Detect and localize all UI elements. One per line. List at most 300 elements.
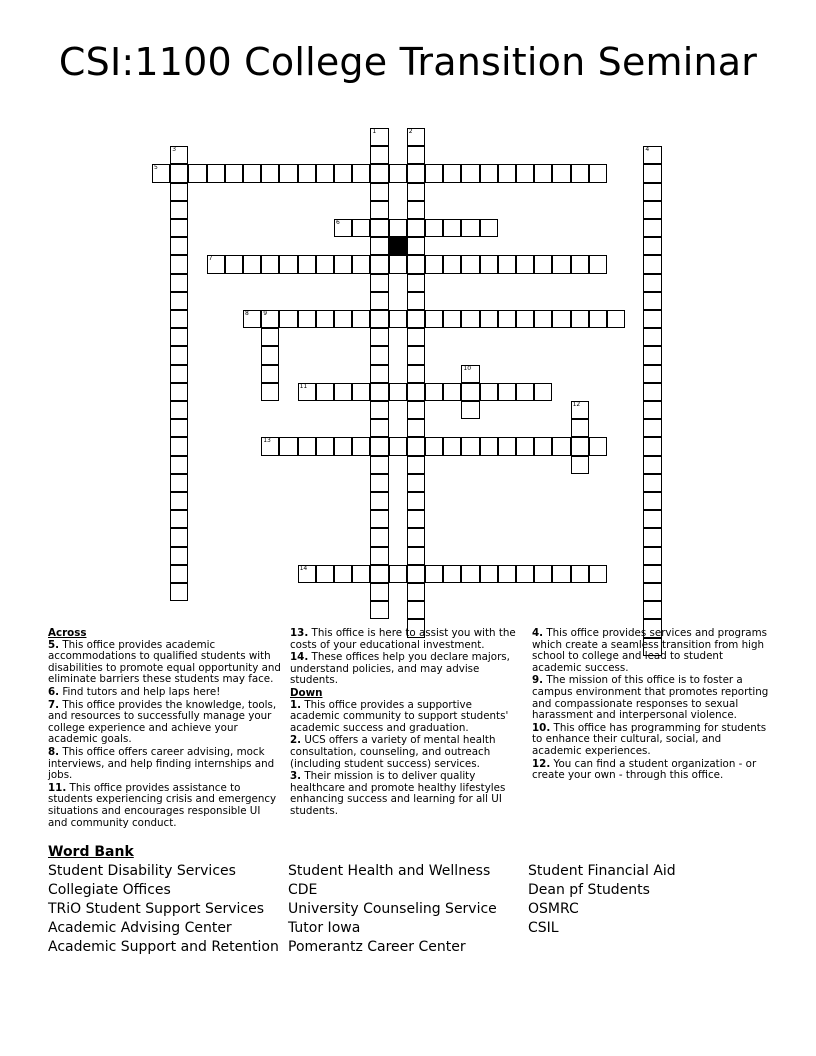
- crossword-cell[interactable]: [425, 383, 443, 401]
- crossword-cell[interactable]: [152, 164, 170, 182]
- crossword-cell[interactable]: [370, 419, 388, 437]
- crossword-cell[interactable]: [334, 437, 352, 455]
- crossword-cell[interactable]: [643, 528, 661, 546]
- crossword-cell[interactable]: [407, 146, 425, 164]
- clue: [48, 783, 282, 829]
- across-clue-list-continued: [290, 628, 520, 687]
- crossword-cell[interactable]: [407, 437, 425, 455]
- clue-number: 12: [572, 401, 581, 408]
- crossword-cell[interactable]: [298, 255, 316, 273]
- clue-number: 14.: [290, 651, 309, 664]
- crossword-cell[interactable]: [643, 328, 661, 346]
- crossword-cell[interactable]: [352, 437, 370, 455]
- clue-text: These offices help you declare majors, understand policies, and may advise students.: [290, 651, 510, 687]
- crossword-cell[interactable]: [370, 292, 388, 310]
- clue: [290, 628, 520, 651]
- clue-number: 8: [245, 310, 249, 317]
- crossword-cell[interactable]: [516, 310, 534, 328]
- clue: [532, 759, 770, 782]
- crossword-cell[interactable]: [170, 474, 188, 492]
- crossword-cell[interactable]: [370, 474, 388, 492]
- crossword-cell[interactable]: [243, 164, 261, 182]
- clue-number: 7: [208, 255, 213, 263]
- crossword-cell[interactable]: [589, 437, 607, 455]
- crossword-cell[interactable]: [170, 255, 188, 273]
- clue-text: This office provides the knowledge, tools, and resources to successfully manage your college experience and achieve your academic goals.: [48, 698, 277, 746]
- crossword-cell[interactable]: [370, 328, 388, 346]
- crossword-cell[interactable]: [261, 310, 279, 328]
- crossword-cell[interactable]: [516, 255, 534, 273]
- crossword-cell[interactable]: [443, 255, 461, 273]
- crossword-cell[interactable]: [643, 492, 661, 510]
- crossword-cell[interactable]: [407, 292, 425, 310]
- clue-text: This office provides assistance to students experiencing crisis and emergency situations and encourages responsible UI and community conduct.: [48, 781, 277, 829]
- crossword-cell[interactable]: [170, 456, 188, 474]
- crossword-cell[interactable]: [316, 383, 334, 401]
- crossword-cell[interactable]: [298, 565, 316, 583]
- crossword-cell[interactable]: [370, 547, 388, 565]
- word-bank-item: University Counseling Service: [288, 901, 497, 917]
- crossword-cell[interactable]: [407, 601, 425, 619]
- crossword-cell[interactable]: [516, 565, 534, 583]
- crossword-cell[interactable]: [225, 164, 243, 182]
- crossword-cell[interactable]: [443, 219, 461, 237]
- crossword-cell[interactable]: [207, 255, 225, 273]
- word-bank-item: Dean pf Students: [528, 882, 650, 898]
- crossword-cell[interactable]: [643, 601, 661, 619]
- crossword-cell[interactable]: [407, 164, 425, 182]
- down-clue-list-continued: [532, 628, 770, 782]
- clue-text: This office is here to assist you with the costs of your educational investment.: [290, 627, 516, 651]
- crossword-cell[interactable]: [261, 328, 279, 346]
- crossword-cell[interactable]: [407, 328, 425, 346]
- clue: [290, 735, 520, 770]
- crossword-cell[interactable]: [352, 383, 370, 401]
- crossword-cell[interactable]: [643, 183, 661, 201]
- clue-number: 5.: [48, 638, 60, 651]
- clue-number: 9.: [532, 674, 544, 687]
- crossword-cell[interactable]: [389, 565, 407, 583]
- crossword-cell[interactable]: [643, 310, 661, 328]
- across-header: Across: [48, 627, 87, 639]
- crossword-cell[interactable]: [407, 528, 425, 546]
- crossword-cell[interactable]: [571, 565, 589, 583]
- clue-number: 10: [463, 364, 472, 372]
- clue: [290, 771, 520, 817]
- crossword-cell[interactable]: [480, 565, 498, 583]
- down-clue-list: [290, 700, 520, 818]
- word-bank-item: Tutor Iowa: [288, 920, 361, 936]
- crossword-cell[interactable]: [352, 255, 370, 273]
- crossword-cell[interactable]: [279, 164, 297, 182]
- crossword-cell[interactable]: [352, 565, 370, 583]
- crossword-cell[interactable]: [389, 219, 407, 237]
- crossword-cell[interactable]: [498, 255, 516, 273]
- crossword-cell[interactable]: [589, 310, 607, 328]
- crossword-cell[interactable]: [461, 383, 479, 401]
- crossword-cell[interactable]: [370, 310, 388, 328]
- clues-column-2: [290, 628, 520, 819]
- crossword-cell[interactable]: [534, 310, 552, 328]
- crossword-cell[interactable]: [170, 419, 188, 437]
- crossword-cell[interactable]: [516, 164, 534, 182]
- crossword-cell[interactable]: [170, 492, 188, 510]
- crossword-cell[interactable]: [316, 437, 334, 455]
- crossword-cell[interactable]: [443, 310, 461, 328]
- crossword-cell[interactable]: [352, 164, 370, 182]
- crossword-cell[interactable]: [370, 201, 388, 219]
- word-bank-item: Academic Support and Retention: [48, 939, 279, 955]
- crossword-cell[interactable]: [643, 201, 661, 219]
- clue-number: 1.: [290, 698, 302, 711]
- clues-column-3: [532, 628, 770, 783]
- crossword-cell[interactable]: [643, 255, 661, 273]
- crossword-cell[interactable]: [352, 219, 370, 237]
- word-bank-item: Collegiate Offices: [48, 882, 171, 898]
- crossword-cell[interactable]: [643, 383, 661, 401]
- crossword-cell[interactable]: [571, 419, 589, 437]
- crossword-cell[interactable]: [407, 183, 425, 201]
- crossword-cell[interactable]: [425, 219, 443, 237]
- crossword-cell[interactable]: [443, 164, 461, 182]
- crossword-cell[interactable]: [225, 255, 243, 273]
- crossword-cell[interactable]: [370, 146, 388, 164]
- page-title: CSI:1100 College Transition Seminar: [58, 40, 758, 84]
- clue-text: This office provides services and programs which create a seamless transition from high school to college and lead to student academic success.: [532, 627, 767, 674]
- crossword-cell[interactable]: [334, 219, 352, 237]
- clue-number: 5: [154, 164, 158, 172]
- crossword-cell[interactable]: [370, 401, 388, 419]
- clue-text: This office has programming for students to enhance their cultural, social, and academic experiences.: [532, 721, 767, 757]
- crossword-cell[interactable]: [370, 255, 388, 273]
- crossword-cell[interactable]: [407, 510, 425, 528]
- crossword-cell[interactable]: [170, 383, 188, 401]
- crossword-cell[interactable]: [552, 255, 570, 273]
- clue: [290, 700, 520, 735]
- crossword-cell[interactable]: [170, 547, 188, 565]
- crossword-cell[interactable]: [170, 565, 188, 583]
- clue: [532, 675, 770, 721]
- word-bank-item: Student Financial Aid: [528, 863, 676, 879]
- crossword-cell[interactable]: [389, 383, 407, 401]
- clue-number: 11.: [48, 781, 67, 794]
- clue: [48, 687, 282, 699]
- crossword-cell[interactable]: [389, 255, 407, 273]
- clue-number: 10.: [532, 721, 551, 734]
- crossword-cell[interactable]: [298, 310, 316, 328]
- crossword-cell[interactable]: [407, 474, 425, 492]
- crossword-cell[interactable]: [170, 401, 188, 419]
- crossword-cell[interactable]: [370, 456, 388, 474]
- crossword-cell[interactable]: [461, 401, 479, 419]
- word-bank-title: Word Bank: [48, 844, 134, 860]
- crossword-cell[interactable]: [534, 383, 552, 401]
- crossword-cell[interactable]: [207, 164, 225, 182]
- word-bank-item: TRiO Student Support Services: [48, 901, 265, 917]
- crossword-cell[interactable]: [370, 583, 388, 601]
- crossword-cell[interactable]: [170, 292, 188, 310]
- crossword-cell[interactable]: [643, 346, 661, 364]
- crossword-cell[interactable]: [407, 492, 425, 510]
- crossword-cell[interactable]: [571, 164, 589, 182]
- crossword-cell[interactable]: [480, 219, 498, 237]
- crossword-cell[interactable]: [643, 583, 661, 601]
- crossword-cell[interactable]: [316, 255, 334, 273]
- crossword-cell[interactable]: [480, 383, 498, 401]
- crossword-cell[interactable]: [571, 255, 589, 273]
- crossword-cell[interactable]: [261, 383, 279, 401]
- crossword-cell[interactable]: [170, 528, 188, 546]
- crossword-cell[interactable]: [243, 255, 261, 273]
- clue-text: Find tutors and help laps here!: [59, 685, 221, 698]
- crossword-cell[interactable]: [425, 164, 443, 182]
- clue-number: 11: [299, 382, 308, 390]
- crossword-cell[interactable]: [279, 437, 297, 455]
- clue-number: 4.: [532, 627, 544, 639]
- crossword-cell[interactable]: [370, 528, 388, 546]
- clue-text: This office offers career advising, mock interviews, and help finding internships and jobs.: [48, 745, 275, 782]
- crossword-cell[interactable]: [170, 146, 188, 164]
- crossword-cell[interactable]: [316, 164, 334, 182]
- crossword-cell[interactable]: [643, 510, 661, 528]
- crossword-cell[interactable]: [316, 310, 334, 328]
- clue: [532, 723, 770, 758]
- clue-text: You can find a student organization - or create your own - through this office.: [532, 757, 757, 782]
- crossword-cell[interactable]: [370, 437, 388, 455]
- crossword-cell[interactable]: [534, 164, 552, 182]
- clue-text: This office provides a supportive academic community to support students' academic success and graduation.: [290, 698, 509, 734]
- crossword-cell[interactable]: [170, 310, 188, 328]
- word-bank-item: Student Health and Wellness: [288, 863, 491, 879]
- crossword-cell[interactable]: [370, 346, 388, 364]
- crossword-cell[interactable]: [407, 255, 425, 273]
- crossword-cell[interactable]: [461, 219, 479, 237]
- crossword-cell[interactable]: [261, 365, 279, 383]
- crossword-cell[interactable]: [425, 437, 443, 455]
- crossword-cell[interactable]: [571, 401, 589, 419]
- crossword-cell[interactable]: [498, 310, 516, 328]
- clue: [48, 700, 282, 746]
- crossword-cell[interactable]: [571, 437, 589, 455]
- clues-column-1: [48, 628, 282, 830]
- crossword-cell[interactable]: [334, 255, 352, 273]
- crossword-cell[interactable]: [170, 510, 188, 528]
- crossword-cell[interactable]: [407, 310, 425, 328]
- crossword-cell[interactable]: [370, 183, 388, 201]
- crossword-cell[interactable]: [643, 164, 661, 182]
- crossword-cell[interactable]: [407, 201, 425, 219]
- crossword-cell[interactable]: [389, 310, 407, 328]
- crossword-cell[interactable]: [461, 365, 479, 383]
- crossword-cell[interactable]: [261, 346, 279, 364]
- crossword-cell[interactable]: [298, 383, 316, 401]
- clue-number: 3.: [290, 770, 302, 783]
- crossword-cell[interactable]: [461, 565, 479, 583]
- crossword-cell[interactable]: [643, 365, 661, 383]
- word-bank-item: Student Disability Services: [48, 863, 236, 879]
- crossword-cell[interactable]: [516, 437, 534, 455]
- crossword-cell[interactable]: [480, 437, 498, 455]
- crossword-cell[interactable]: [170, 365, 188, 383]
- crossword-cell[interactable]: [170, 219, 188, 237]
- crossword-cell[interactable]: [407, 128, 425, 146]
- crossword-cell[interactable]: [425, 310, 443, 328]
- clue-text: The mission of this office is to foster a campus environment that promotes reporting and compassionate responses to sexual harassment and interpersonal violence.: [532, 674, 769, 722]
- crossword-cell[interactable]: [370, 128, 388, 146]
- crossword-cell[interactable]: [261, 437, 279, 455]
- clue: [48, 747, 282, 782]
- crossword-cell[interactable]: [407, 547, 425, 565]
- crossword-cell[interactable]: [170, 583, 188, 601]
- crossword-cell[interactable]: [407, 365, 425, 383]
- crossword-cell[interactable]: [407, 401, 425, 419]
- clue-number: 2: [408, 128, 413, 135]
- crossword-cell[interactable]: [607, 310, 625, 328]
- clue-number: 9: [263, 310, 268, 317]
- crossword-cell[interactable]: [370, 219, 388, 237]
- crossword-cell[interactable]: [589, 255, 607, 273]
- crossword-cell[interactable]: [461, 310, 479, 328]
- crossword-cell[interactable]: [643, 219, 661, 237]
- crossword-cell[interactable]: [425, 565, 443, 583]
- crossword-cell[interactable]: [407, 456, 425, 474]
- crossword-cell[interactable]: [480, 164, 498, 182]
- crossword-cell[interactable]: [425, 255, 443, 273]
- crossword-cell[interactable]: [571, 456, 589, 474]
- crossword-cell[interactable]: [461, 164, 479, 182]
- crossword-cell[interactable]: [261, 255, 279, 273]
- crossword-cell[interactable]: [498, 437, 516, 455]
- crossword-cell[interactable]: [188, 164, 206, 182]
- crossword-cell[interactable]: [516, 383, 534, 401]
- crossword-cell[interactable]: [170, 328, 188, 346]
- crossword-cell[interactable]: [534, 565, 552, 583]
- crossword-cell[interactable]: [170, 437, 188, 455]
- crossword-cell[interactable]: [643, 401, 661, 419]
- crossword-cell[interactable]: [643, 237, 661, 255]
- clue-text: This office provides academic accommodations to qualified students with disabilities to promote equal opportunity and eliminate barriers these students may face.: [48, 638, 281, 686]
- crossword-cell[interactable]: [407, 565, 425, 583]
- crossword-cell[interactable]: [407, 583, 425, 601]
- crossword-cell[interactable]: [443, 383, 461, 401]
- crossword-cell[interactable]: [370, 383, 388, 401]
- crossword-cell[interactable]: [170, 346, 188, 364]
- crossword-cell[interactable]: [170, 237, 188, 255]
- crossword-cell[interactable]: [407, 346, 425, 364]
- crossword-cell[interactable]: [170, 274, 188, 292]
- crossword-cell[interactable]: [552, 437, 570, 455]
- crossword-cell[interactable]: [534, 255, 552, 273]
- crossword-cell[interactable]: [407, 219, 425, 237]
- word-bank-item: CDE: [288, 882, 318, 898]
- crossword-cell[interactable]: [643, 474, 661, 492]
- crossword-cell[interactable]: [370, 510, 388, 528]
- crossword-cell[interactable]: [370, 274, 388, 292]
- word-bank-item: CSIL: [528, 920, 559, 936]
- crossword-cell[interactable]: [352, 310, 370, 328]
- crossword-cell[interactable]: [243, 310, 261, 328]
- across-clue-list: [48, 640, 282, 830]
- clue-number: 1: [372, 128, 377, 135]
- crossword-cell[interactable]: [643, 437, 661, 455]
- crossword-cell[interactable]: [498, 164, 516, 182]
- crossword-cell[interactable]: [589, 164, 607, 182]
- crossword-cell[interactable]: [334, 310, 352, 328]
- crossword-cell[interactable]: [407, 419, 425, 437]
- crossword-cell[interactable]: [643, 456, 661, 474]
- crossword-cell[interactable]: [370, 565, 388, 583]
- crossword-cell[interactable]: [370, 365, 388, 383]
- crossword-cell[interactable]: [552, 310, 570, 328]
- clue-number: 2.: [290, 734, 302, 747]
- crossword-cell[interactable]: [589, 565, 607, 583]
- crossword-cell[interactable]: [334, 565, 352, 583]
- crossword-cell[interactable]: [370, 601, 388, 619]
- clue: [48, 640, 282, 686]
- clue-number: 4: [645, 146, 650, 154]
- clue-number: 14: [299, 564, 308, 572]
- clue-number: 13: [263, 437, 271, 445]
- crossword-cell[interactable]: [407, 383, 425, 401]
- clue-number: 12.: [532, 757, 551, 770]
- crossword-cell[interactable]: [534, 437, 552, 455]
- crossword-cell[interactable]: [298, 164, 316, 182]
- crossword-cell[interactable]: [552, 565, 570, 583]
- crossword-black-square: [389, 237, 407, 255]
- crossword-cell[interactable]: [389, 437, 407, 455]
- crossword-cell[interactable]: [316, 565, 334, 583]
- crossword-cell[interactable]: [443, 437, 461, 455]
- clue-number: 3: [172, 146, 177, 154]
- crossword-cell[interactable]: [643, 565, 661, 583]
- clue-number: 13.: [290, 627, 309, 639]
- crossword-cell[interactable]: [571, 310, 589, 328]
- crossword-cell[interactable]: [334, 164, 352, 182]
- crossword-cell[interactable]: [643, 274, 661, 292]
- crossword-cell[interactable]: [170, 201, 188, 219]
- crossword-cell[interactable]: [170, 164, 188, 182]
- crossword-cell[interactable]: [480, 310, 498, 328]
- crossword-cell[interactable]: [480, 255, 498, 273]
- crossword-cell[interactable]: [279, 255, 297, 273]
- clue-text: UCS offers a variety of mental health consultation, counseling, and outreach (including student success) services.: [290, 734, 496, 770]
- crossword-cell[interactable]: [298, 437, 316, 455]
- crossword-cell[interactable]: [643, 146, 661, 164]
- crossword-cell[interactable]: [389, 164, 407, 182]
- crossword-cell[interactable]: [498, 383, 516, 401]
- crossword-cell[interactable]: [461, 437, 479, 455]
- crossword-cell[interactable]: [643, 547, 661, 565]
- crossword-cell[interactable]: [407, 274, 425, 292]
- crossword-cell[interactable]: [334, 383, 352, 401]
- crossword-cell[interactable]: [443, 565, 461, 583]
- word-bank-item: Academic Advising Center: [48, 920, 232, 936]
- crossword-cell[interactable]: [370, 164, 388, 182]
- crossword-cell[interactable]: [261, 164, 279, 182]
- crossword-cell[interactable]: [461, 255, 479, 273]
- crossword-cell[interactable]: [643, 419, 661, 437]
- crossword-cell[interactable]: [643, 292, 661, 310]
- crossword-cell[interactable]: [370, 237, 388, 255]
- crossword-cell[interactable]: [370, 492, 388, 510]
- crossword-cell[interactable]: [279, 310, 297, 328]
- crossword-cell[interactable]: [170, 183, 188, 201]
- crossword-cell[interactable]: [498, 565, 516, 583]
- clue-number: 6: [336, 219, 340, 226]
- crossword-cell[interactable]: [552, 164, 570, 182]
- crossword-cell[interactable]: [407, 237, 425, 255]
- clue-text: Their mission is to deliver quality healthcare and promote healthy lifestyles enhancing success and learning for all UI students.: [290, 770, 506, 817]
